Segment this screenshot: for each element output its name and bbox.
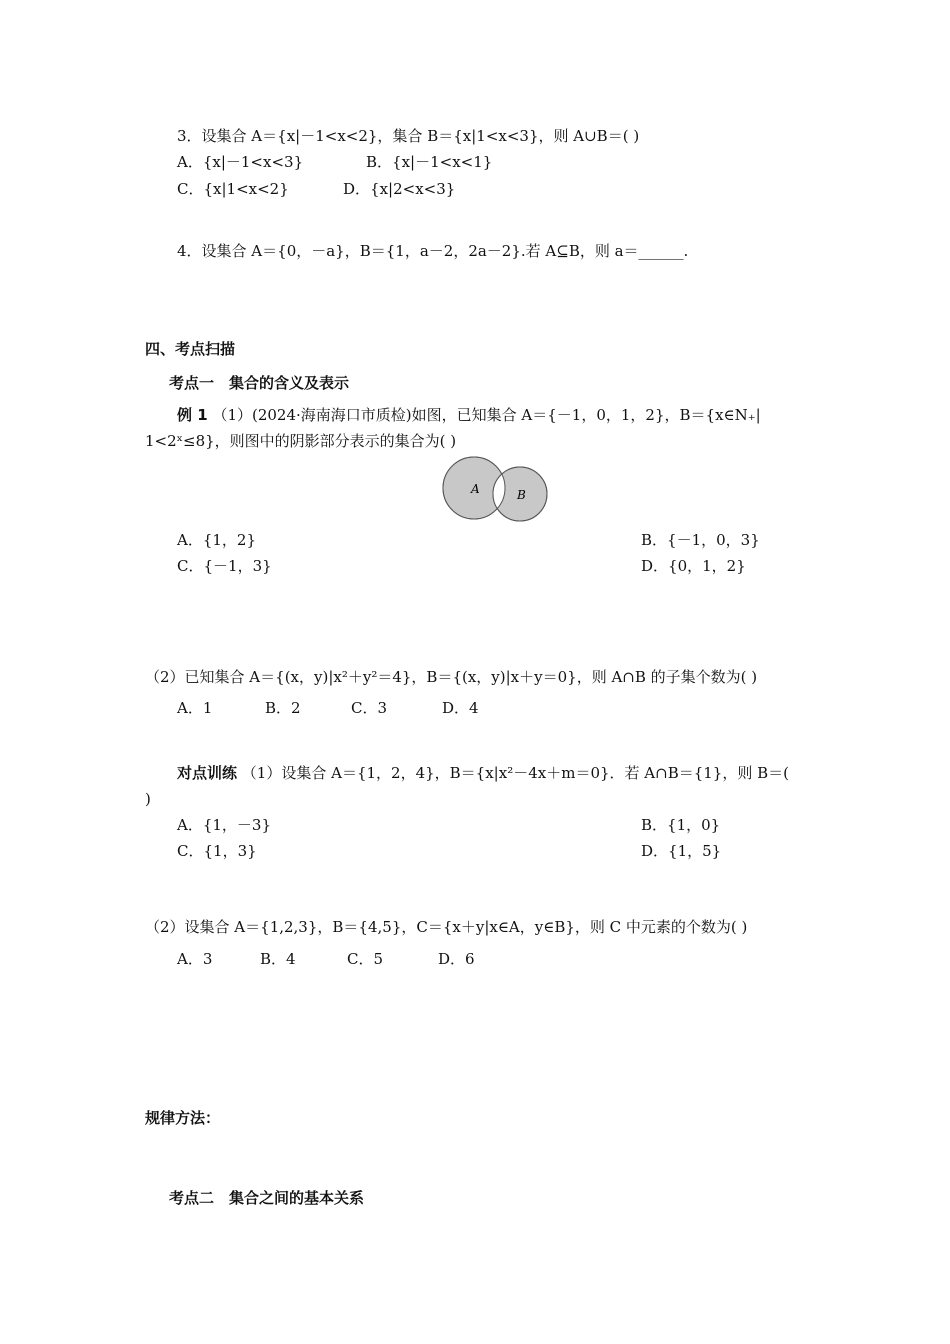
kp1-title: 考点一 集合的含义及表示 bbox=[169, 374, 350, 392]
method-label: 规律方法： bbox=[145, 1109, 221, 1127]
train1-text1: （1）设集合 A＝{1，2，4}，B＝{x|x²－4x＋m＝0}．若 A∩B＝{1}，则 B＝( bbox=[241, 764, 789, 782]
q4-stem: 4．设集合 A＝{0，－a}，B＝{1，a－2，2a－2}.若 A⊆B，则 a＝______. bbox=[177, 242, 689, 260]
q3-option-d: D．{x|2<x<3} bbox=[343, 180, 456, 198]
ex1-2-stem: （2）已知集合 A＝{(x，y)|x²＋y²＝4}，B＝{(x，y)|x＋y＝0}，则 A∩B 的子集个数为( ) bbox=[145, 668, 758, 686]
train1-option-b: B．{1，0} bbox=[641, 816, 721, 834]
ex1-label: 例 1 bbox=[177, 406, 208, 424]
ex1-option-b: B．{－1，0，3} bbox=[641, 531, 760, 549]
train1-option-c: C．{1，3} bbox=[177, 842, 257, 860]
q3-option-c: C．{x|1<x<2} bbox=[177, 180, 289, 198]
section-title: 四、考点扫描 bbox=[145, 340, 236, 358]
ex1-2-option-d: D．4 bbox=[442, 699, 479, 717]
train2-option-b: B．4 bbox=[260, 950, 296, 968]
train1-option-a: A．{1，－3} bbox=[177, 816, 272, 834]
ex1-text1: （1）(2024·海南海口市质检)如图，已知集合 A＝{－1，0，1，2}，B＝{x∈N₊| bbox=[212, 406, 761, 424]
ex1-option-d: D．{0，1，2} bbox=[641, 557, 746, 575]
venn-diagram bbox=[441, 454, 551, 524]
q3-option-a: A．{x|－1<x<3} bbox=[177, 153, 304, 171]
set-a-label: A bbox=[471, 482, 480, 496]
ex1-option-c: C．{－1，3} bbox=[177, 557, 272, 575]
q3-stem: 3．设集合 A＝{x|－1<x<2}，集合 B＝{x|1<x<3}，则 A∪B＝( ) bbox=[177, 127, 640, 145]
train1-line2: ) bbox=[145, 790, 151, 808]
train2-stem: （2）设集合 A＝{1,2,3}，B＝{4,5}，C＝{x＋y|x∈A，y∈B}，则 C 中元素的个数为( ) bbox=[145, 918, 748, 936]
train2-option-a: A．3 bbox=[177, 950, 213, 968]
set-b-label: B bbox=[517, 488, 526, 502]
ex1-option-a: A．{1，2} bbox=[177, 531, 257, 549]
train1-line1 bbox=[177, 763, 789, 783]
ex1-line1 bbox=[177, 405, 761, 425]
q3-option-b: B．{x|－1<x<1} bbox=[366, 153, 493, 171]
train1-option-d: D．{1，5} bbox=[641, 842, 722, 860]
ex1-line2: 1<2ˣ≤8}，则图中的阴影部分表示的集合为( ) bbox=[145, 432, 457, 450]
train2-option-c: C．5 bbox=[347, 950, 384, 968]
ex1-2-option-a: A．1 bbox=[177, 699, 213, 717]
train1-label: 对点训练 bbox=[177, 764, 238, 782]
ex1-2-option-c: C．3 bbox=[351, 699, 388, 717]
ex1-2-option-b: B．2 bbox=[265, 699, 301, 717]
train2-option-d: D．6 bbox=[438, 950, 475, 968]
kp2-title: 考点二 集合之间的基本关系 bbox=[169, 1189, 365, 1207]
